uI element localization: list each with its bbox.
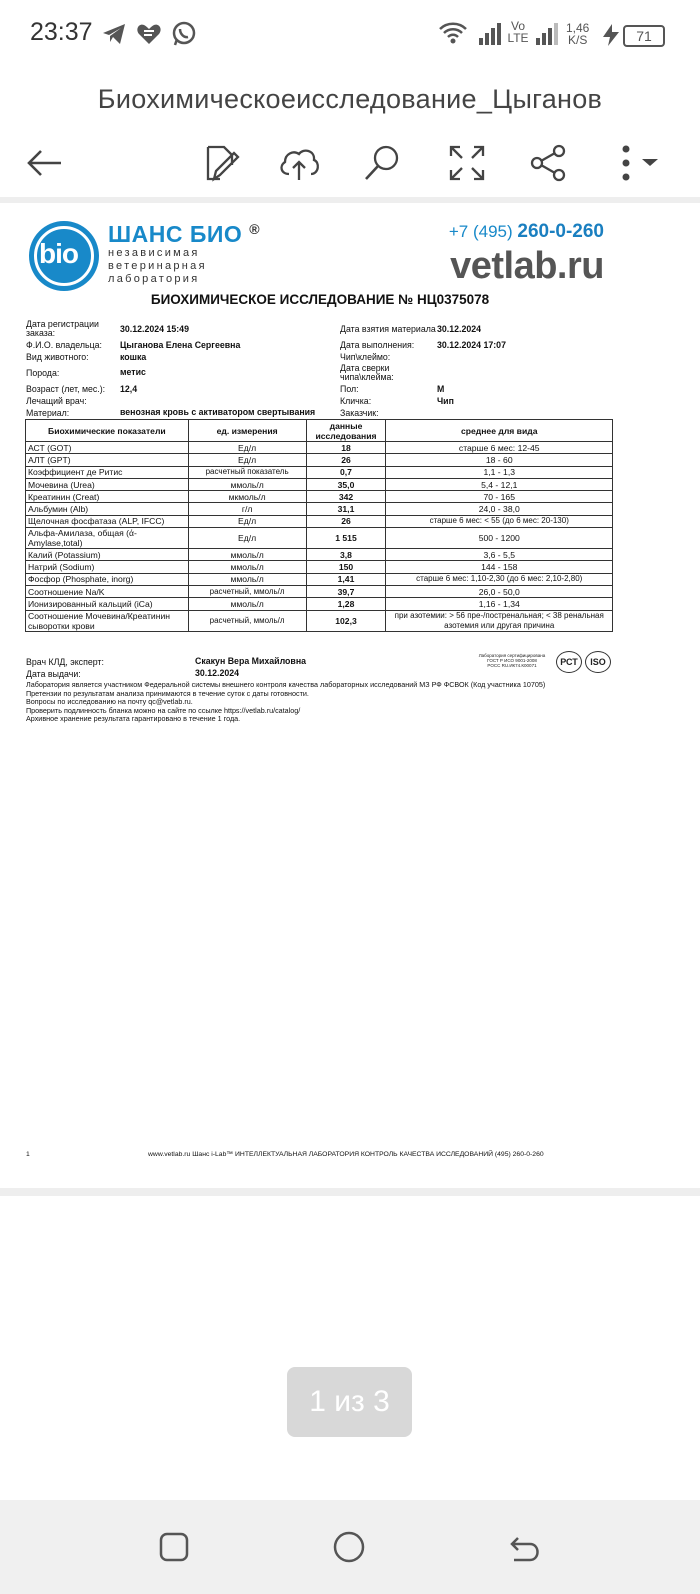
cell-reference: 144 - 158 — [386, 561, 613, 573]
brand-text: ШАНС БИО — [108, 221, 243, 247]
cell-parameter: Соотношение Мочевина/Креатинин сыворотки крови — [26, 610, 189, 631]
recents-button[interactable] — [149, 1522, 199, 1572]
breed-value: метис — [120, 367, 146, 377]
bio-logo — [29, 221, 99, 291]
note-4: Проверить подлинность бланка можно на сайте по ссылке https://vetlab.ru/catalog/ — [26, 705, 301, 715]
certification-text — [468, 653, 556, 668]
table-row — [26, 598, 613, 610]
cell-reference: 3,6 - 5,5 — [386, 549, 613, 561]
cell-parameter: Альбумин (Alb) — [26, 503, 189, 515]
page-number: 1 — [26, 1151, 30, 1158]
search-icon — [362, 143, 402, 183]
cell-result: 3,8 — [306, 549, 386, 561]
brand-sub-2: ветеринарная — [108, 260, 207, 272]
cell-parameter: Соотношение Na/K — [26, 585, 189, 597]
table-row — [26, 585, 613, 597]
lab-doctor-label: Врач КЛД, эксперт: — [26, 657, 104, 667]
back-button[interactable] — [18, 136, 72, 190]
table-row — [26, 528, 613, 549]
cell-result: 35,0 — [306, 478, 386, 490]
fullscreen-icon — [448, 144, 486, 182]
reg-label-1: Дата регистрации — [26, 319, 99, 329]
document-viewer[interactable] — [0, 197, 700, 1500]
cell-unit: мкмоль/л — [188, 491, 306, 503]
volte-badge — [507, 20, 529, 44]
net-speed-unit: K/S — [568, 33, 588, 47]
iso-cert-badge: ISO — [585, 651, 611, 673]
cell-result: 39,7 — [306, 585, 386, 597]
report-title: БИОХИМИЧЕСКОЕ ИССЛЕДОВАНИЕ № НЦ0375078 — [150, 292, 490, 307]
issue-label: Дата выдачи: — [26, 669, 81, 679]
age-label: Возраст (лет, мес.): — [26, 384, 106, 394]
results-table — [25, 419, 613, 632]
status-bar — [0, 0, 700, 70]
signal-icon — [478, 22, 502, 51]
cell-result: 18 — [306, 442, 386, 454]
cell-parameter: Фосфор (Phosphate, inorg) — [26, 573, 189, 585]
cell-result: 0,7 — [306, 466, 386, 478]
cell-result: 26 — [306, 515, 386, 527]
cell-unit: ммоль/л — [188, 573, 306, 585]
page-footer: www.vetlab.ru Шанс i-Lab™ ИНТЕЛЛЕКТУАЛЬНАЯ ЛАБОРАТОРИЯ КОНТРОЛЬ КАЧЕСТВА ИССЛЕДОВАНИЙ (495) 260-0-260 — [148, 1151, 544, 1158]
net-speed-value: 1,46 — [566, 21, 590, 35]
phone-prefix: +7 (495) — [448, 222, 513, 241]
signal-icon-2 — [535, 22, 559, 51]
lab-doctor-value: Скакун Вера Михайловна — [195, 656, 307, 666]
sample-label: Дата взятия материала — [340, 324, 436, 334]
table-row — [26, 454, 613, 466]
more-menu-button[interactable] — [610, 136, 670, 190]
cell-unit: расчетный показатель — [188, 466, 306, 478]
battery-level: 71 — [636, 28, 652, 44]
cloud-upload-icon — [277, 144, 321, 182]
cell-reference: 70 - 165 — [386, 491, 613, 503]
cell-reference: 1,1 - 1,3 — [386, 466, 613, 478]
cell-result: 26 — [306, 454, 386, 466]
cell-reference: старше 6 мес: < 55 (до 6 мес: 20-130) — [386, 515, 613, 527]
cell-reference: старше 6 мес: 12-45 — [386, 442, 613, 454]
animal-label: Вид животного: — [26, 352, 89, 362]
done-label: Дата выполнения: — [340, 340, 415, 350]
cell-unit: расчетный, ммоль/л — [188, 610, 306, 631]
cell-unit: ммоль/л — [188, 549, 306, 561]
table-row — [26, 442, 613, 454]
sex-value: М — [437, 384, 445, 394]
material-label: Материал: — [26, 408, 70, 418]
animal-value: кошка — [120, 352, 147, 362]
cell-result: 31,1 — [306, 503, 386, 515]
cell-reference: 500 - 1200 — [386, 528, 613, 549]
lab-site: vetlab.ru — [450, 245, 604, 287]
cell-unit: ммоль/л — [188, 598, 306, 610]
note-1: Лаборатория является участником Федеральной системы внешнего контроля качества лабораторных исследований МЗ РФ ФСВОК (Код участника 10705) — [26, 680, 546, 689]
cell-result: 1,28 — [306, 598, 386, 610]
upload-button[interactable] — [272, 136, 326, 190]
cell-reference: 1,16 - 1,34 — [386, 598, 613, 610]
table-row — [26, 491, 613, 503]
cell-unit: расчетный, ммоль/л — [188, 585, 306, 597]
cell-result: 150 — [306, 561, 386, 573]
table-row — [26, 478, 613, 490]
edit-document-icon — [200, 143, 240, 183]
cell-unit: ммоль/л — [188, 478, 306, 490]
charging-icon — [601, 24, 621, 51]
cell-parameter: Ионизированный кальций (iCa) — [26, 598, 189, 610]
nav-back-button[interactable] — [499, 1522, 549, 1572]
recents-square-icon — [157, 1530, 191, 1564]
rst-cert-badge: РСТ — [556, 651, 582, 673]
material-value: венозная кровь с активатором свертывания — [120, 407, 316, 417]
cell-unit: Ед/л — [188, 515, 306, 527]
chip-label: Чип\клеймо: — [340, 352, 391, 362]
logo-text: bio — [39, 238, 78, 269]
status-time: 23:37 — [30, 18, 93, 46]
toolbar — [0, 130, 700, 200]
chip-check-label-2: чипа\клейма: — [340, 372, 394, 382]
done-value: 30.12.2024 17:07 — [437, 340, 506, 350]
share-icon — [529, 143, 569, 183]
cell-unit: ммоль/л — [188, 561, 306, 573]
customer-label: Заказчик: — [340, 408, 379, 418]
cert-line-3: РОСС RU.ИК74.К00071 — [487, 663, 537, 668]
table-row — [26, 503, 613, 515]
document-title: Биохимическоеисследование_Цыганов — [97, 84, 603, 114]
fullscreen-button[interactable] — [440, 136, 494, 190]
cell-parameter: Калий (Potassium) — [26, 549, 189, 561]
phone-number: 260-0-260 — [517, 221, 604, 242]
cell-parameter: Мочевина (Urea) — [26, 478, 189, 490]
battery-indicator — [623, 25, 665, 47]
results-body — [26, 442, 613, 632]
age-value: 12,4 — [120, 384, 138, 394]
cell-parameter: Альфа-Амилаза, общая (ά-Amylase,total) — [26, 528, 189, 549]
cell-result: 102,3 — [306, 610, 386, 631]
brand-registered: ® — [249, 221, 261, 237]
doctor-label: Лечащий врач: — [26, 396, 87, 406]
nickname-label: Кличка: — [340, 396, 372, 406]
sex-label: Пол: — [340, 384, 359, 394]
search-button[interactable] — [355, 136, 409, 190]
page-indicator: 1 из 3 — [287, 1367, 412, 1437]
volte-top: Vo — [510, 19, 525, 33]
home-button[interactable] — [324, 1522, 374, 1572]
cert-line-1: Лаборатория сертифицирована — [478, 653, 546, 658]
share-button[interactable] — [522, 136, 576, 190]
cell-result: 1,41 — [306, 573, 386, 585]
cell-reference: 5,4 - 12,1 — [386, 478, 613, 490]
table-row — [26, 466, 613, 478]
net-speed — [566, 22, 589, 46]
lab-phone — [449, 221, 604, 243]
system-nav-bar — [0, 1500, 700, 1594]
cell-parameter: Коэффициент де Ритис — [26, 466, 189, 478]
header-unit: ед. измерения — [188, 420, 306, 442]
cell-reference: 24,0 - 38,0 — [386, 503, 613, 515]
cell-unit: Ед/л — [188, 442, 306, 454]
back-return-icon — [506, 1530, 542, 1564]
owner-value: Цыганова Елена Сергеевна — [120, 340, 241, 350]
cell-parameter: Щелочная фосфатаза (ALP, IFCC) — [26, 515, 189, 527]
pdf-page-1 — [0, 203, 700, 1188]
owner-label: Ф.И.О. владельца: — [26, 340, 102, 350]
note-3: Вопросы по исследованию на почту qc@vetlab.ru. — [26, 697, 193, 706]
header-parameter: Биохимические показатели — [26, 420, 189, 442]
breed-label: Порода: — [26, 368, 60, 378]
cell-parameter: Креатинин (Creat) — [26, 491, 189, 503]
cert-line-2: ГОСТ Р ИСО 9001-2008 — [487, 658, 537, 663]
nickname-value: Чип — [437, 396, 454, 406]
cell-result: 342 — [306, 491, 386, 503]
reg-value: 30.12.2024 15:49 — [120, 324, 189, 334]
heart-app-icon — [135, 20, 163, 53]
issue-value: 30.12.2024 — [195, 668, 240, 678]
sample-value: 30.12.2024 — [437, 324, 482, 334]
table-header-row — [26, 420, 613, 442]
header-reference: среднее для вида — [386, 420, 613, 442]
table-row — [26, 573, 613, 585]
whatsapp-icon — [170, 20, 198, 53]
cell-result: 1 515 — [306, 528, 386, 549]
cell-reference: 18 - 60 — [386, 454, 613, 466]
header-result: данные исследования — [306, 420, 386, 442]
table-row — [26, 549, 613, 561]
cell-reference: старше 6 мес: 1,10-2,30 (до 6 мес: 2,10-2,80) — [386, 573, 613, 585]
table-row — [26, 515, 613, 527]
home-circle-icon — [331, 1529, 367, 1565]
wifi-icon — [438, 20, 468, 51]
more-vertical-icon — [612, 143, 668, 183]
edit-button[interactable] — [193, 136, 247, 190]
cell-unit: г/л — [188, 503, 306, 515]
reg-label-2: заказа: — [26, 328, 56, 338]
cell-parameter: АЛТ (GPT) — [26, 454, 189, 466]
cell-reference: при азотемии: > 56 пре-/постренальная; < 38 ренальная азотемия или другая причина — [386, 610, 613, 631]
pdf-page-2 — [0, 1196, 700, 1506]
cell-reference: 26,0 - 50,0 — [386, 585, 613, 597]
volte-bottom: LTE — [507, 31, 529, 45]
table-row — [26, 561, 613, 573]
chip-check-label-1: Дата сверки — [340, 363, 390, 373]
cell-parameter: Натрий (Sodium) — [26, 561, 189, 573]
cell-unit: Ед/л — [188, 528, 306, 549]
cell-unit: Ед/л — [188, 454, 306, 466]
note-2: Претензии по результатам анализа принимаются в течение суток с даты готовности. — [26, 688, 309, 698]
report-notes — [26, 681, 626, 724]
back-arrow-icon — [25, 148, 65, 178]
brand-sub-1: независимая — [108, 247, 200, 259]
telegram-icon — [100, 20, 128, 53]
table-row — [26, 610, 613, 631]
brand-name — [108, 221, 260, 248]
note-5: Архивное хранение результата гарантировано в течение 1 года. — [26, 714, 241, 723]
brand-sub-3: лаборатория — [108, 273, 200, 285]
cell-parameter: АСТ (GOT) — [26, 442, 189, 454]
